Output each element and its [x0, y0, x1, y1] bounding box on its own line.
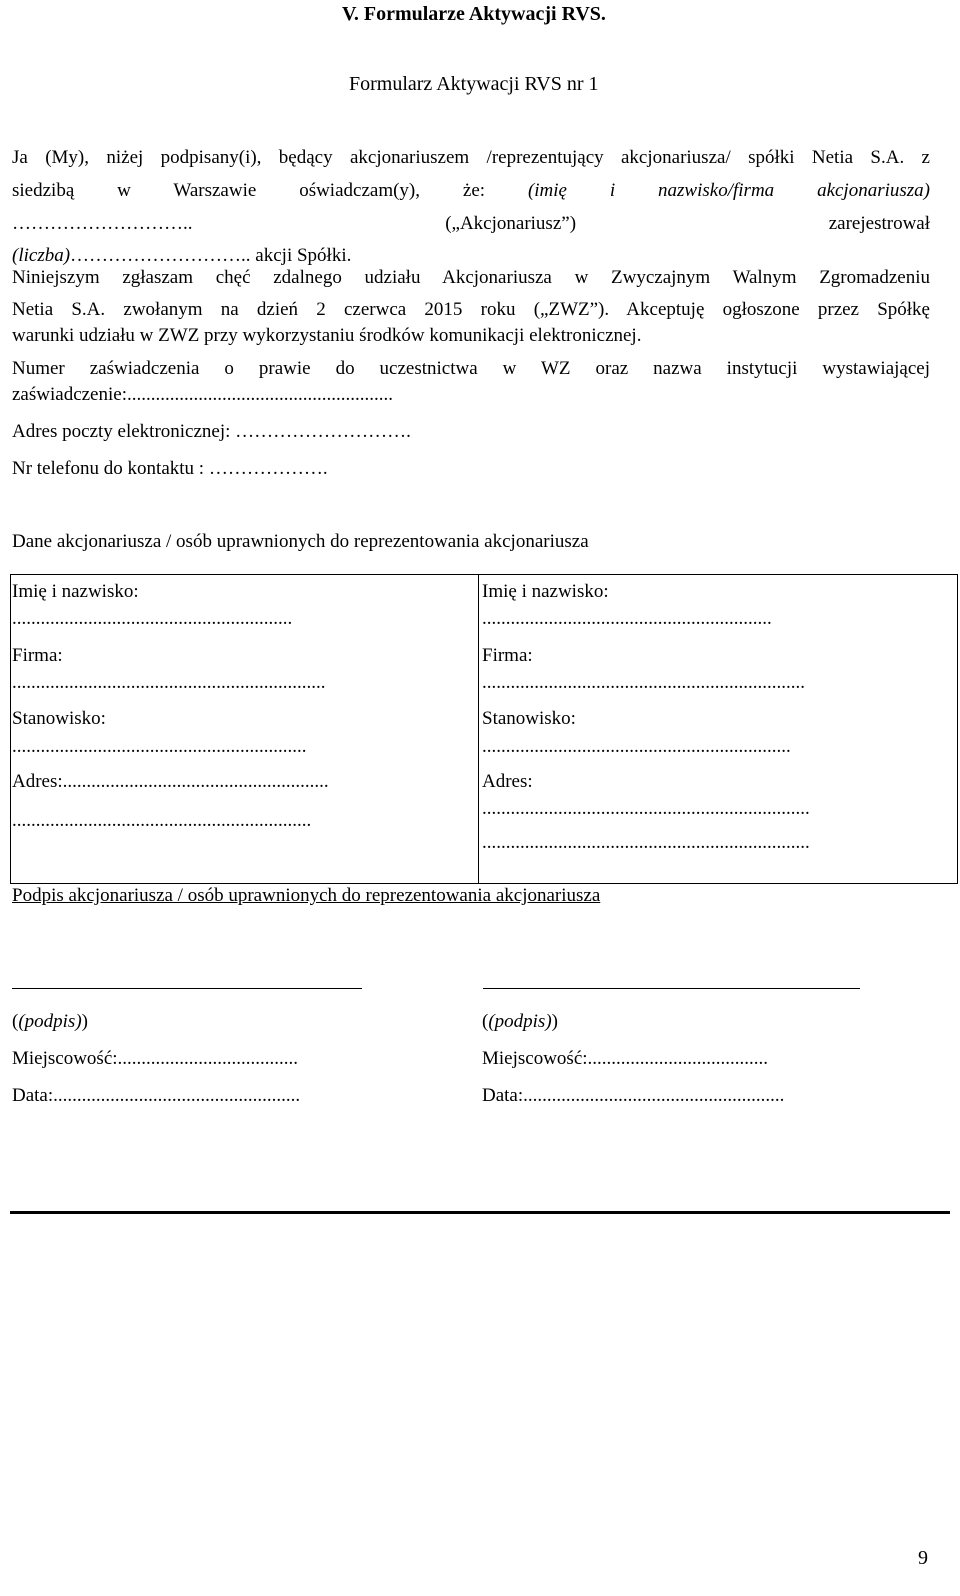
intro-line-4	[12, 246, 351, 265]
intro-word-warszawa: w Warszawie	[117, 180, 257, 201]
intro-name-field[interactable]: ………………………..	[12, 213, 193, 234]
right-name-label: Imię i nazwisko:	[482, 581, 609, 602]
intro-line-2	[12, 181, 930, 200]
form-title: Formularz Aktywacji RVS nr 1	[349, 73, 599, 95]
box-divider	[478, 574, 479, 884]
right-address-field[interactable]: .....................................................................	[482, 798, 810, 819]
intro-zarejestrowal: zarejestrował	[828, 213, 931, 234]
right-podpis: (podpis)	[488, 1011, 552, 1032]
section-title: V. Formularze Aktywacji RVS.	[342, 3, 606, 25]
left-address-field-2[interactable]: ...............................................................	[12, 810, 312, 831]
page-number: 9	[918, 1547, 928, 1569]
right-position-field[interactable]: .................................................................	[482, 736, 791, 757]
right-date-field[interactable]: Data:.......................................................	[482, 1085, 785, 1106]
phone-row	[12, 459, 328, 478]
email-row	[12, 422, 411, 441]
declaration-line-1: Niniejszym zgłaszam chęć zdalnego udziału Akcjonariusza w Zwyczajnym Walnym Zgromadzeniu	[12, 267, 930, 288]
phone-label: Nr telefonu do kontaktu :	[12, 458, 205, 479]
left-date-field[interactable]: Data:....................................................	[12, 1085, 301, 1106]
intro-shareholder-hint: akcjonariusza)	[817, 180, 930, 201]
declaration-line-2: Netia S.A. zwołanym na dzień 2 czerwca 2015 roku („ZWZ”). Akceptuję ogłoszone przez Spółkę	[12, 299, 930, 320]
intro-count-field[interactable]: ……………………….. akcji Spółki.	[70, 245, 352, 266]
left-name-field[interactable]: ...........................................................	[12, 608, 293, 629]
right-name-field[interactable]: .............................................................	[482, 608, 772, 629]
intro-word-ze: że:	[462, 180, 486, 201]
left-firm-label: Firma:	[12, 645, 63, 666]
right-firm-label: Firma:	[482, 645, 533, 666]
left-firm-field[interactable]: ..................................................................	[12, 672, 326, 693]
intro-akcjonariusz: („Akcjonariusz”)	[445, 213, 577, 234]
signature-heading: Podpis akcjonariusza / osób uprawnionych do reprezentowania akcjonariusza	[12, 885, 601, 906]
intro-count-hint: (liczba)	[12, 245, 71, 266]
left-signature-caption: ((podpis))	[12, 1011, 88, 1032]
left-name-label: Imię i nazwisko:	[12, 581, 139, 602]
right-address-label: Adres:	[482, 771, 533, 792]
right-address-field-2[interactable]: .....................................................................	[482, 832, 810, 853]
certificate-line-1: Numer zaświadczenia o prawie do uczestnictwa w WZ oraz nazwa instytucji wystawiającej	[12, 358, 930, 379]
intro-line-3	[12, 214, 930, 233]
right-place-field[interactable]: Miejscowość:......................................	[482, 1048, 769, 1069]
email-field[interactable]: ……………………….	[235, 421, 411, 442]
intro-word-siedziba: siedzibą	[12, 180, 75, 201]
left-podpis: (podpis)	[18, 1011, 82, 1032]
left-position-field[interactable]: ..............................................................	[12, 736, 307, 757]
right-firm-field[interactable]: ....................................................................	[482, 672, 805, 693]
intro-name-hint: (imię i nazwisko/firma	[527, 180, 775, 201]
certificate-field[interactable]: zaświadczenie:........................................................	[12, 384, 393, 405]
left-signature-line[interactable]	[12, 988, 362, 989]
left-position-label: Stanowisko:	[12, 708, 106, 729]
right-signature-caption: ((podpis))	[482, 1011, 558, 1032]
left-address-field[interactable]: Adres:........................................................	[12, 771, 329, 792]
right-signature-line[interactable]	[483, 988, 860, 989]
intro-line-1: Ja (My), niżej podpisany(i), będący akcjonariuszem /reprezentujący akcjonariusza/ spółki Netia S.A. z	[12, 147, 930, 168]
declaration-line-3: warunki udziału w ZWZ przy wykorzystaniu środków komunikacji elektronicznej.	[12, 325, 642, 346]
bottom-rule	[10, 1211, 950, 1214]
shareholder-heading: Dane akcjonariusza / osób uprawnionych do reprezentowania akcjonariusza	[12, 531, 589, 552]
email-label: Adres poczty elektronicznej:	[12, 421, 231, 442]
right-position-label: Stanowisko:	[482, 708, 576, 729]
left-place-field[interactable]: Miejscowość:......................................	[12, 1048, 299, 1069]
intro-word-oswiadczam: oświadczam(y),	[299, 180, 420, 201]
phone-field[interactable]: ……………….	[208, 458, 328, 479]
